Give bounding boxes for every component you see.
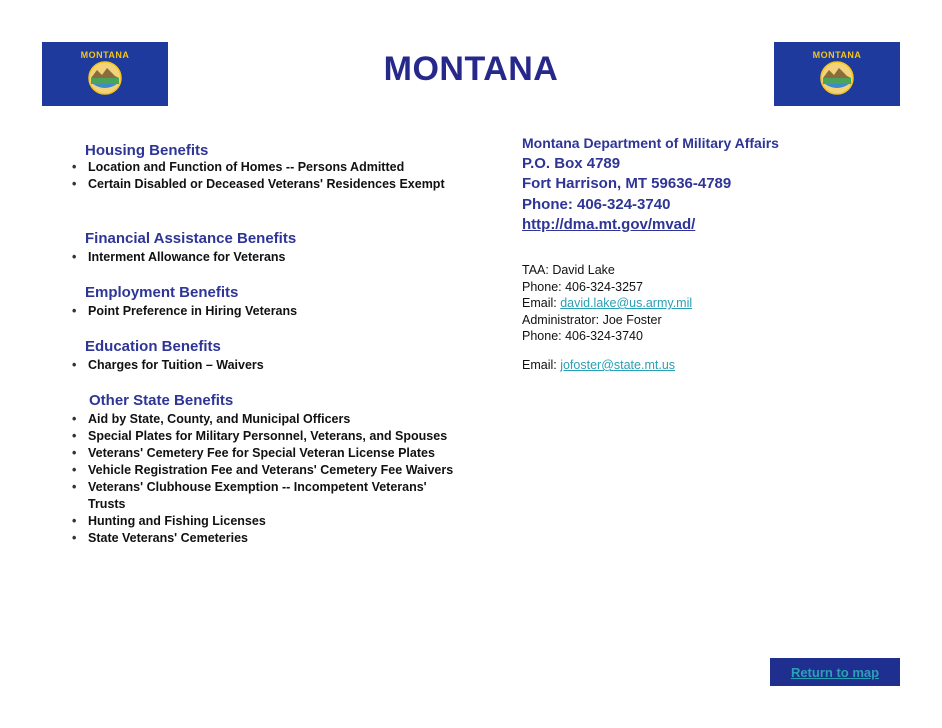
- list-item: • Aid by State, County, and Municipal Officers: [72, 411, 460, 428]
- list-item: • State Veterans' Cemeteries: [72, 530, 460, 547]
- taa-phone: Phone: 406-324-3257: [522, 279, 643, 294]
- taa-name: TAA: David Lake: [522, 263, 615, 277]
- financial-benefits-heading: Financial Assistance Benefits: [85, 230, 297, 247]
- employment-benefits-list: [72, 303, 472, 320]
- list-item: • Vehicle Registration Fee and Veterans' Cemetery Fee Waivers: [72, 462, 460, 479]
- list-item: • Location and Function of Homes -- Persons Admitted: [72, 159, 472, 176]
- page-title: MONTANA: [383, 50, 559, 88]
- department-city: Fort Harrison, MT 59636-4789: [522, 175, 732, 192]
- flag-label: MONTANA: [80, 50, 130, 60]
- taa-contact: [522, 262, 692, 345]
- other-benefits-list: [72, 411, 460, 547]
- email-label: Email:: [522, 358, 561, 372]
- department-po-box: P.O. Box 4789: [522, 154, 621, 172]
- list-item: • Veterans' Cemetery Fee for Special Veteran License Plates: [72, 445, 460, 462]
- list-item: • Charges for Tuition – Waivers: [72, 357, 472, 374]
- list-item: • Hunting and Fishing Licenses: [72, 513, 460, 530]
- list-item: • Veterans' Clubhouse Exemption -- Incompetent Veterans' Trusts: [72, 479, 460, 513]
- department-info: [522, 133, 779, 236]
- list-item: • Interment Allowance for Veterans: [72, 249, 472, 266]
- housing-benefits-heading: Housing Benefits: [85, 142, 209, 159]
- department-phone: Phone: 406-324-3740: [522, 195, 671, 213]
- education-benefits-heading: Education Benefits: [85, 338, 221, 355]
- list-item: • Point Preference in Hiring Veterans: [72, 303, 472, 320]
- list-item: • Certain Disabled or Deceased Veterans' Residences Exempt: [72, 176, 472, 193]
- department-name: Montana Department of Military Affairs: [522, 135, 779, 151]
- taa-email-link[interactable]: david.lake@us.army.mil: [560, 296, 693, 310]
- other-benefits-heading: Other State Benefits: [89, 392, 234, 409]
- admin-phone: Phone: 406-324-3740: [522, 329, 643, 343]
- housing-benefits-list: [72, 159, 472, 193]
- department-website-link[interactable]: http://dma.mt.gov/mvad/: [522, 216, 696, 233]
- admin-email-line: [522, 357, 675, 374]
- email-label: Email:: [522, 296, 561, 310]
- flag-label: MONTANA: [812, 50, 862, 60]
- return-to-map-button[interactable]: Return to map: [770, 658, 900, 686]
- employment-benefits-heading: Employment Benefits: [85, 284, 239, 301]
- financial-benefits-list: [72, 249, 472, 266]
- education-benefits-list: [72, 357, 472, 374]
- list-item: • Special Plates for Military Personnel, Veterans, and Spouses: [72, 428, 460, 445]
- admin-name: Administrator: Joe Foster: [522, 312, 662, 327]
- admin-email-link[interactable]: jofoster@state.mt.us: [560, 358, 676, 372]
